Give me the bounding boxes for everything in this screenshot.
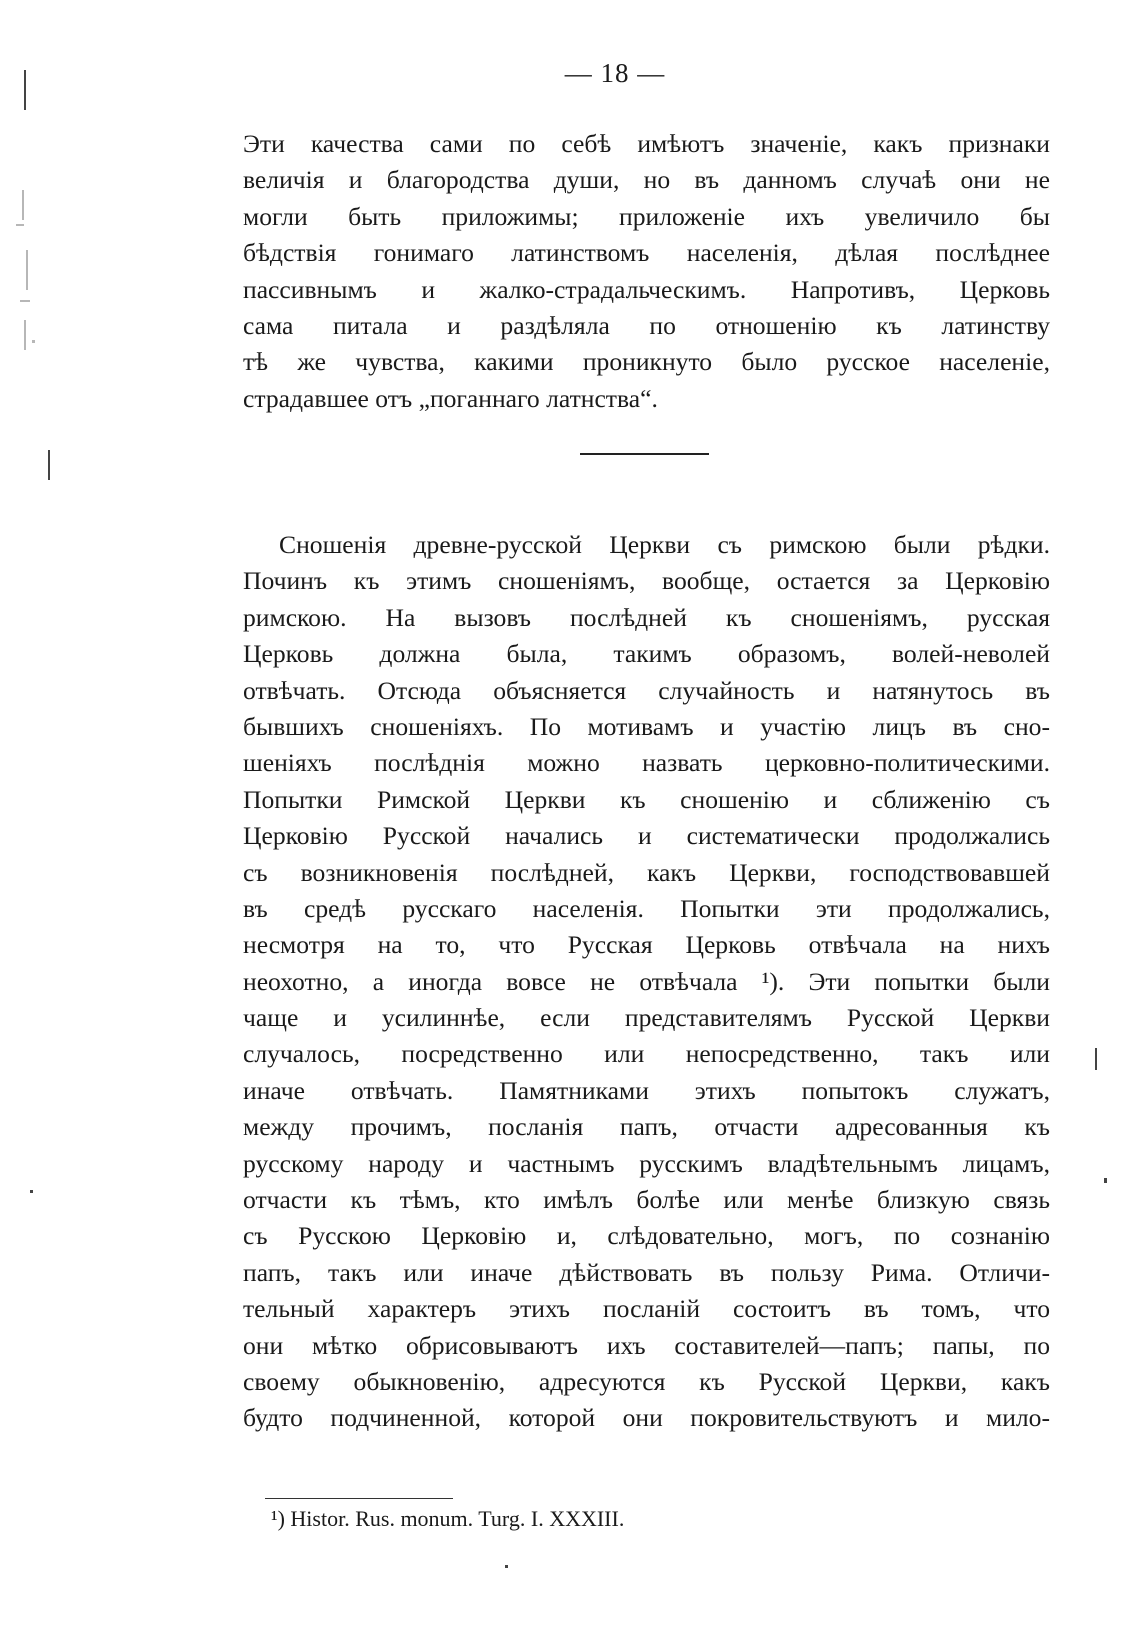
text-line: они мѣтко обрисовываютъ ихъ составителей—папъ; папы, по — [243, 1330, 1050, 1360]
text-line: Сношенія древне-русской Церкви съ римскою были рѣдки. — [279, 530, 1050, 559]
scan-speck — [505, 1565, 508, 1568]
paragraph-2 — [243, 527, 1050, 1437]
scan-margin-noise — [12, 190, 42, 370]
text-line: иначе отвѣчать. Памятниками этихъ попытокъ служатъ, — [243, 1075, 1050, 1105]
text-line: Церковь должна была, такимъ образомъ, волей-неволей — [243, 639, 1050, 669]
scan-speck — [1104, 1178, 1107, 1183]
text-line: отвѣчать. Отсюда объясняется случайность и натянутось въ — [243, 675, 1050, 705]
text-line: отчасти къ тѣмъ, кто имѣлъ болѣе или менѣе близкую связь — [243, 1185, 1050, 1215]
text-line: шеніяхъ послѣднія можно назвать церковно-политическими. — [243, 748, 1050, 778]
text-line: несмотря на то, что Русская Церковь отвѣчала на нихъ — [243, 930, 1050, 960]
page-number: — 18 — — [564, 58, 666, 88]
text-line: папъ, такъ или иначе дѣйствовать въ пользу Рима. Отличи- — [243, 1257, 1050, 1287]
text-line: неохотно, а иногда вовсе не отвѣчала ¹). Эти попытки были — [243, 966, 1050, 996]
footnote-rule — [265, 1498, 453, 1499]
text-line: Попытки Римской Церкви къ сношенію и сближенію съ — [243, 784, 1050, 814]
text-line: чаще и усилиннѣе, если представителямъ Русской Церкви — [243, 1003, 1050, 1033]
paragraph-1 — [243, 126, 1050, 417]
scan-speck — [1095, 1048, 1097, 1070]
text-line: будто подчиненной, которой они покровительствуютъ и мило- — [243, 1403, 1050, 1433]
text-line: между прочимъ, посланія папъ, отчасти адресованныя къ — [243, 1112, 1050, 1142]
text-line: бывшихъ сношеніяхъ. По мотивамъ и участію лицъ въ сно- — [243, 711, 1050, 741]
text-line: тельный характеръ этихъ посланій состоитъ въ томъ, что — [243, 1294, 1050, 1324]
text-line: съ возникновенія послѣдней, какъ Церкви, господствовавшей — [243, 857, 1050, 887]
scan-speck — [48, 450, 50, 480]
text-line: бѣдствія гонимаго латинствомъ населенія, дѣлая послѣднее — [243, 238, 1050, 268]
text-line: своему обыкновенію, адресуются къ Русской Церкви, какъ — [243, 1366, 1050, 1396]
text-line: сама питала и раздѣляла по отношенію къ латинству — [243, 310, 1050, 340]
text-line: Церковію Русской начались и систематически продолжались — [243, 821, 1050, 851]
text-line: римскою. На вызовъ послѣдней къ сношеніямъ, русская — [243, 602, 1050, 632]
scan-speck — [24, 70, 26, 110]
text-line: русскому народу и частнымъ русскимъ владѣтельнымъ лицамъ, — [243, 1148, 1050, 1178]
scan-speck — [30, 1190, 33, 1193]
text-line: съ Русскою Церковію и, слѣдовательно, могъ, по сознанію — [243, 1221, 1050, 1251]
text-line: Починъ къ этимъ сношеніямъ, вообще, остается за Церковію — [243, 566, 1050, 596]
text-line: въ средѣ русскаго населенія. Попытки эти продолжались, — [243, 893, 1050, 923]
text-line: страдавшее отъ „поганнаго латнства“. — [243, 383, 658, 413]
text-line: случалось, посредственно или непосредственно, такъ или — [243, 1039, 1050, 1069]
text-line: тѣ же чувства, какими проникнуто было русское населеніе, — [243, 347, 1050, 377]
text-line: Эти качества сами по себѣ имѣютъ значеніе, какъ признаки — [243, 129, 1050, 158]
section-separator — [580, 453, 709, 455]
footnote: ¹) Histor. Rus. monum. Turg. I. XXXIII. — [271, 1506, 625, 1531]
text-line: величія и благородства души, но въ данномъ случаѣ они не — [243, 165, 1050, 195]
text-line: пассивнымъ и жалко-страдальческимъ. Напротивъ, Церковь — [243, 274, 1050, 304]
text-line: могли быть приложимы; приложеніе ихъ увеличило бы — [243, 201, 1050, 231]
